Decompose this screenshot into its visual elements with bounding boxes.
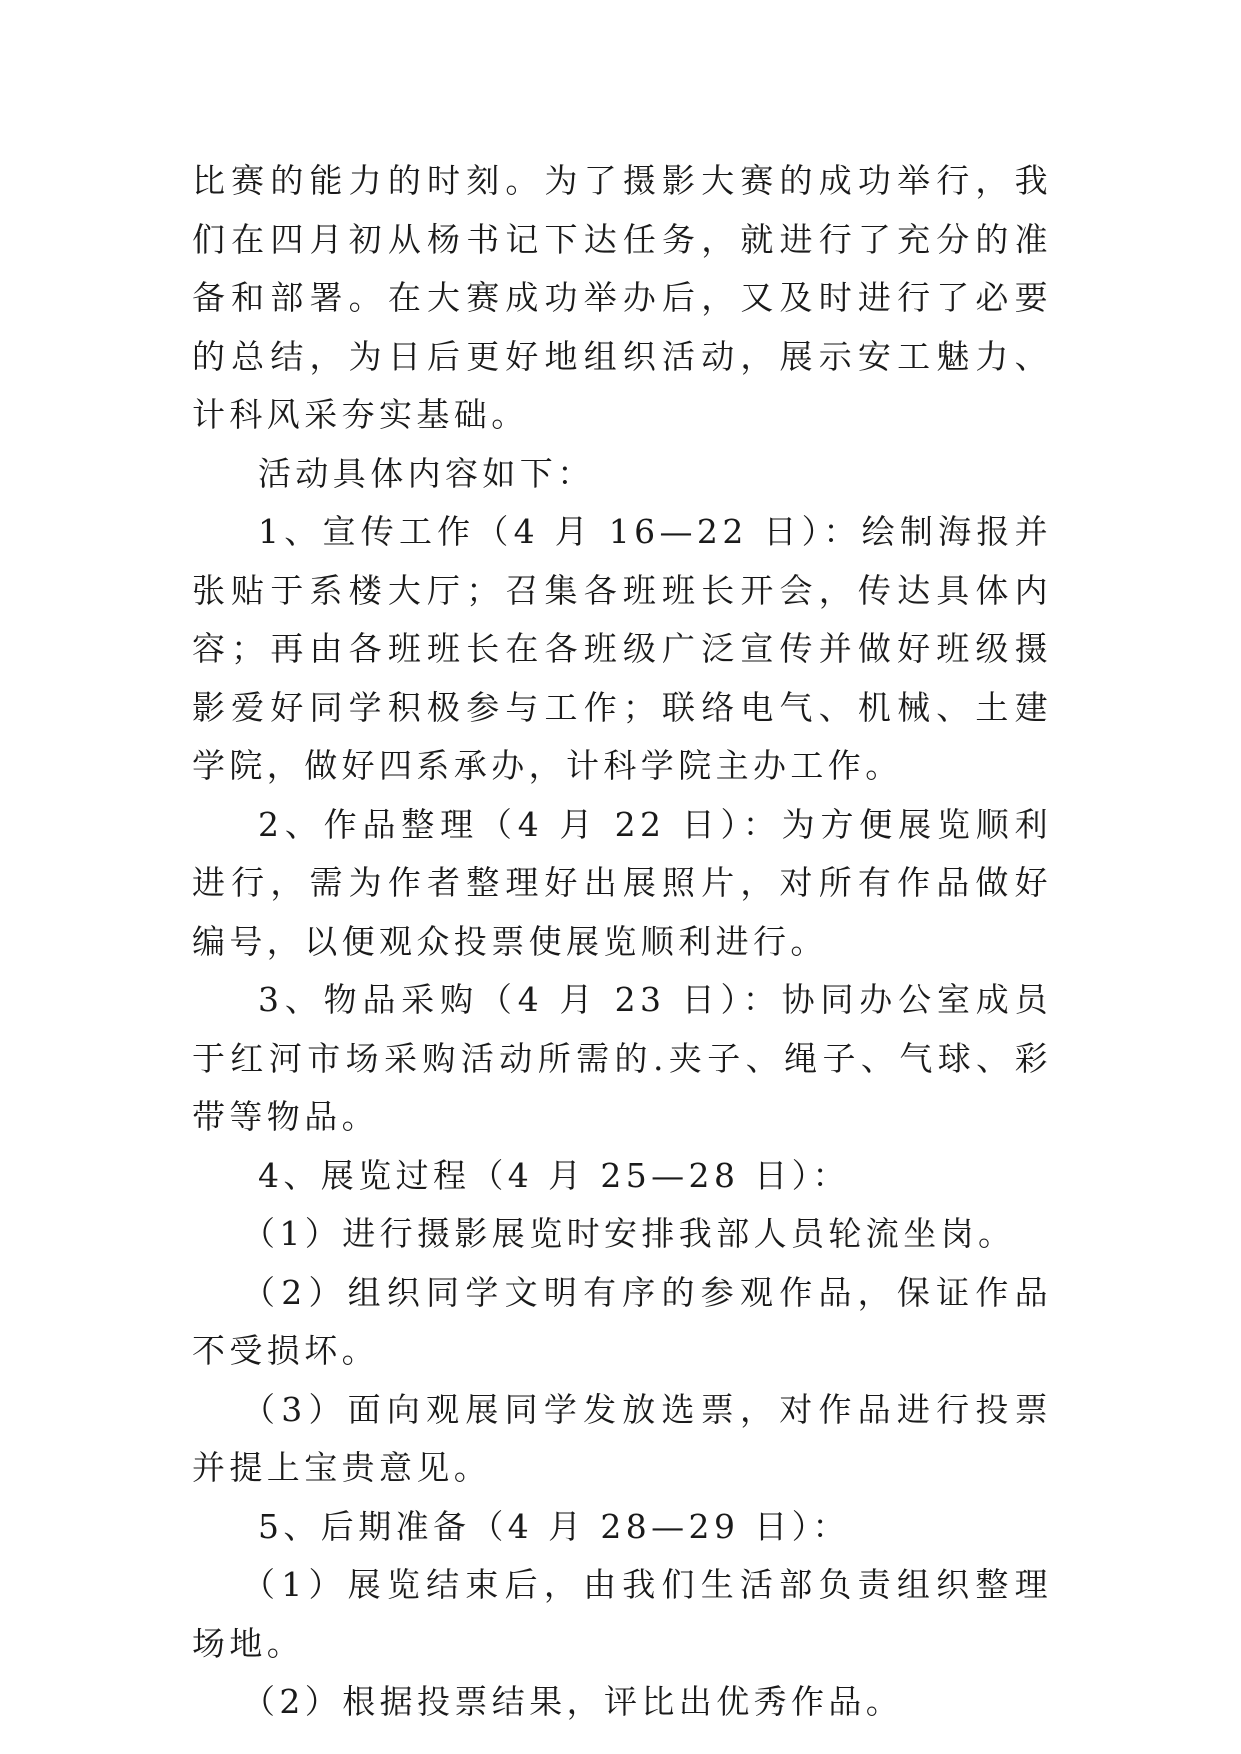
- exhibition-sub-3: （3）面向观展同学发放选票，对作品进行投票并提上宝贵意见。: [192, 1389, 1052, 1487]
- item-exhibition: 4、展览过程（4 月 25—28 日）：: [258, 1155, 850, 1195]
- item-wrap-up: 5、后期准备（4 月 28—29 日）：: [258, 1506, 850, 1546]
- exhibition-sub-2: （2）组织同学文明有序的参观作品，保证作品不受损坏。: [192, 1272, 1052, 1370]
- item-publicity: 1、宣传工作（4 月 16—22 日）：绘制海报并张贴于系楼大厅；召集各班班长开会，传达具体内容；再由各班班长在各班级广泛宣传并做好班级摄影爱好同学积极参与工作；联络电气、机械、土建学院，做好四系承办，计科学院主办工作。: [192, 512, 1052, 785]
- item-purchase: 3、物品采购（4 月 23 日）：协同办公室成员于红河市场采购活动所需的.夹子、绳子、气球、彩带等物品。: [192, 980, 1052, 1136]
- intro-paragraph: 比赛的能力的时刻。为了摄影大赛的成功举行，我们在四月初从杨书记下达任务，就进行了充分的准备和部署。在大赛成功举办后，又及时进行了必要的总结，为日后更好地组织活动，展示安工魅力、计科风采夯实基础。: [192, 161, 1052, 434]
- item-organize-works: 2、作品整理（4 月 22 日）：为方便展览顺利进行，需为作者整理好出展照片，对所有作品做好编号，以便观众投票使展览顺利进行。: [192, 804, 1052, 961]
- content-heading: 活动具体内容如下：: [258, 453, 595, 493]
- wrap-up-sub-2: （2）根据投票结果，评比出优秀作品。: [242, 1682, 904, 1721]
- document-body: [192, 152, 1052, 1732]
- exhibition-sub-1: （1）进行摄影展览时安排我部人员轮流坐岗。: [242, 1214, 1016, 1253]
- wrap-up-sub-1: （1）展览结束后，由我们生活部负责组织整理场地。: [192, 1565, 1052, 1663]
